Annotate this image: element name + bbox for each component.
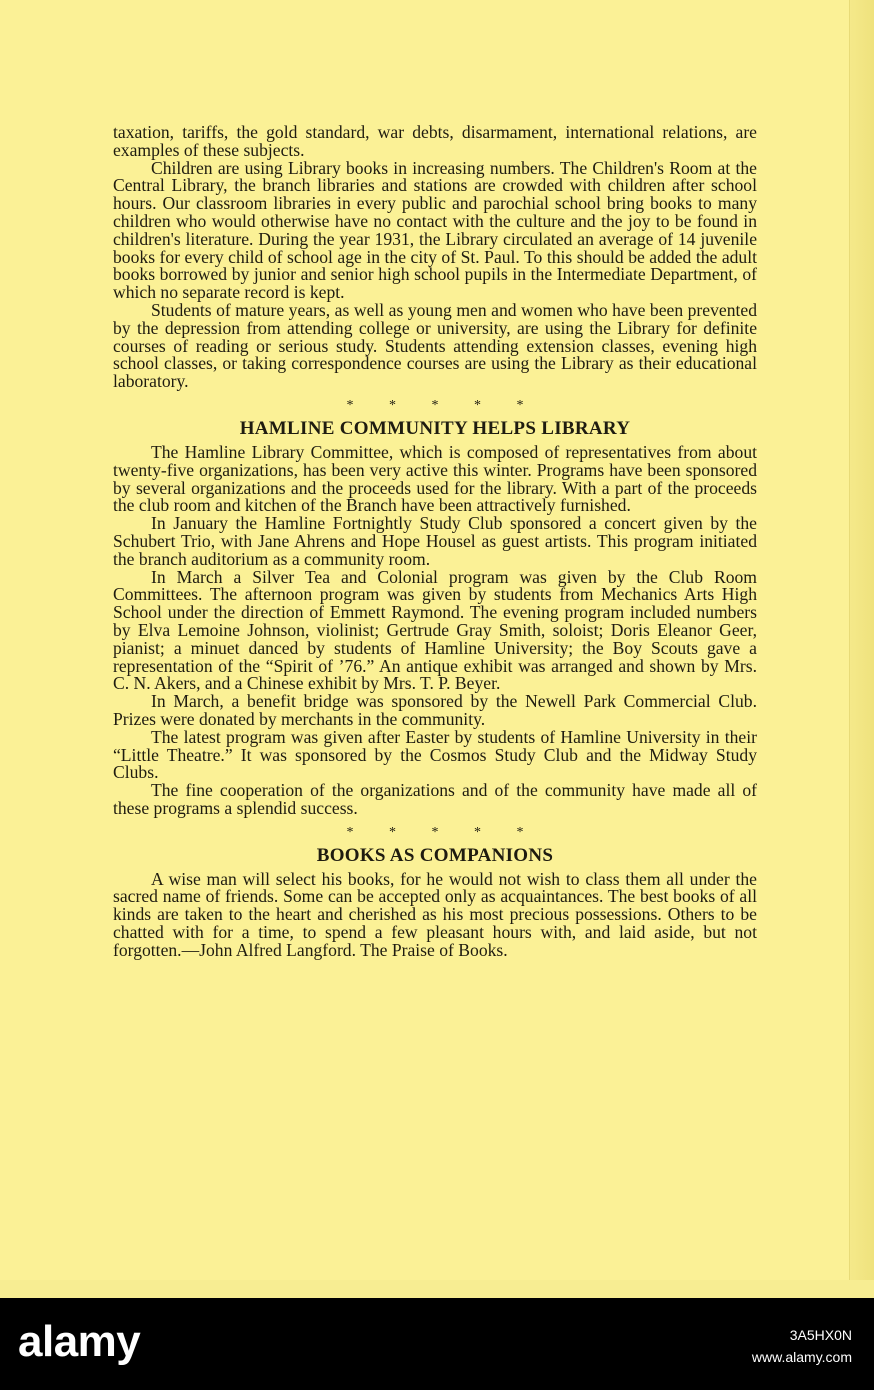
watermark-logo: alamy [18,1317,141,1366]
paragraph: In January the Hamline Fortnightly Study Club sponsored a concert given by the Schubert Trio, with Jane Ahrens and Hope Housel as guest artists. This program initiated the branch auditorium as a community room. [113,513,757,569]
paragraph: taxation, tariffs, the gold standard, war debts, disarmament, international relations, are examples of these subjects. [113,122,757,160]
paragraph: In March, a benefit bridge was sponsored by the Newell Park Commercial Club. Prizes were donated by merchants in the community. [113,691,757,729]
document-body [113,124,757,960]
section-separator: * * * * * [346,397,540,413]
section-separator: * * * * * [346,824,540,840]
paragraph: The latest program was given after Easter by students of Hamline University in their “Little Theatre.” It was sponsored by the Cosmos Study Club and the Midway Study Clubs. [113,726,757,783]
page-edge [849,0,874,1280]
paragraph: The Hamline Library Committee, which is composed of representatives from about twenty-five organizations, has been very active this winter. Programs have been sponsored by several organizations and the proceeds used for the library. With a part of the proceeds the club room and kitchen of the Branch have been attractively furnished. [113,441,757,516]
paragraph: Students of mature years, as well as young men and women who have been prevented by the depression from attending college or university, are using the Library for definite courses of reading or serious study. Students attending extension classes, evening high school classes, or taking correspondence courses are using the Library as their educational laboratory. [113,299,757,392]
watermark-url: www.alamy.com [751,1349,852,1365]
paragraph: The fine cooperation of the organizations and of the community have made all of these programs a splendid success. [113,780,757,818]
section-heading: HAMLINE COMMUNITY HELPS LIBRARY [239,417,631,439]
watermark-image-id: 3A5HX0N [789,1327,852,1343]
page-bottom-edge [0,1280,874,1298]
paragraph: A wise man will select his books, for he would not wish to class them all under the sacred name of friends. Some can be accepted only as acquaintances. The best books of all kinds are taken to the heart and cherished as his most precious possessions. Others to be chatted with for a time, to spend a few pleasant hours with, and laid aside, but not forgotten.—John Alfred Langford. The Praise of Books. [113,868,757,960]
section-heading: BOOKS AS COMPANIONS [316,844,554,866]
paragraph: In March a Silver Tea and Colonial program was given by the Club Room Committees. The afternoon program was given by students from Mechanics Arts High School under the direction of Emmett Raymond. The evening program included numbers by Elva Lemoine Johnson, violinist; Gertrude Gray Smith, soloist; Doris Eleanor Geer, pianist; a minuet danced by students of Hamline University; the Boy Scouts gave a representation of the “Spirit of ’76.” An antique exhibit was arranged and shown by Mrs. C. N. Akers, and a Chinese exhibit by Mrs. T. P. Beyer. [113,566,757,694]
paragraph: Children are using Library books in increasing numbers. The Children's Room at the Central Library, the branch libraries and stations are crowded with children after school hours. Our classroom libraries in every public and parochial school bring books to many children who would otherwise have no contact with the culture and the joy to be found in children's literature. During the year 1931, the Library circulated an average of 14 juvenile books for every child of school age in the city of St. Paul. To this should be added the adult books borrowed by junior and senior high school pupils in the Intermediate Department, of which no separate record is kept. [113,157,757,303]
